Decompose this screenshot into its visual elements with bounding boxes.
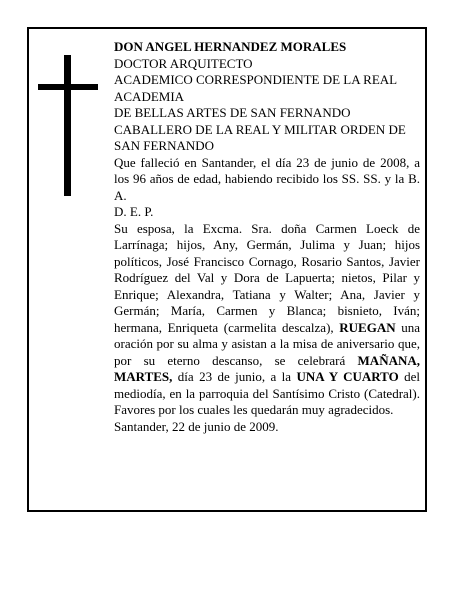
request-text: una oración por su alma y asistan a la misa de aniversario que, por su eterno descanso, se celebrará [114,319,420,368]
family-list: Su esposa, la Excma. Sra. doña Carmen Loeck de Larrínaga; hijos, Any, Germán, Julima y Juan; hijos políticos, José Francisco Cornago, Rosario Santos, Javier Rodríguez del Val y Dora de Lapuerta; nietos, Pilar y Enrique; Alexandra, Tatiana y Walter; Ana, Javier y Germán; María, Carmen y Blanca; bisnieto, Iván; hermana, Enriqueta (carmelita descalza), [114,220,420,335]
title-line: DE BELLAS ARTES DE SAN FERNANDO [114,105,351,120]
deceased-name: DON ANGEL HERNANDEZ MORALES [114,39,347,54]
cross-icon-bar [38,84,98,90]
cross-icon [64,55,71,196]
title-line: CABALLERO DE LA REAL Y MILITAR ORDEN DE SAN FERNANDO [114,121,406,153]
request-text: día 23 de junio, a la [172,369,297,384]
mass-time: UNA Y CUARTO [296,369,399,384]
death-notice: Que falleció en Santander, el día 23 de junio de 2008, a los 96 años de edad, habiendo recibido los SS. SS. y la B. A. [114,154,420,203]
signoff-line: Santander, 22 de junio de 2009. [114,418,279,434]
family-and-mass-details [114,221,420,419]
title-line: ACADEMICO CORRESPONDIENTE DE LA REAL ACADEMIA [114,72,397,104]
mass-date: MAÑANA, MARTES, [114,352,420,384]
rest-in-peace: D. E. P. [114,204,154,219]
request-text: del mediodía, en la parroquia del Santísimo Cristo (Catedral). Favores por los cuales les quedarán muy agradecidos. [114,369,421,417]
request-verb: RUEGAN [339,319,396,335]
obituary-text-block [114,39,420,435]
title-line: DOCTOR ARQUITECTO [114,55,253,71]
